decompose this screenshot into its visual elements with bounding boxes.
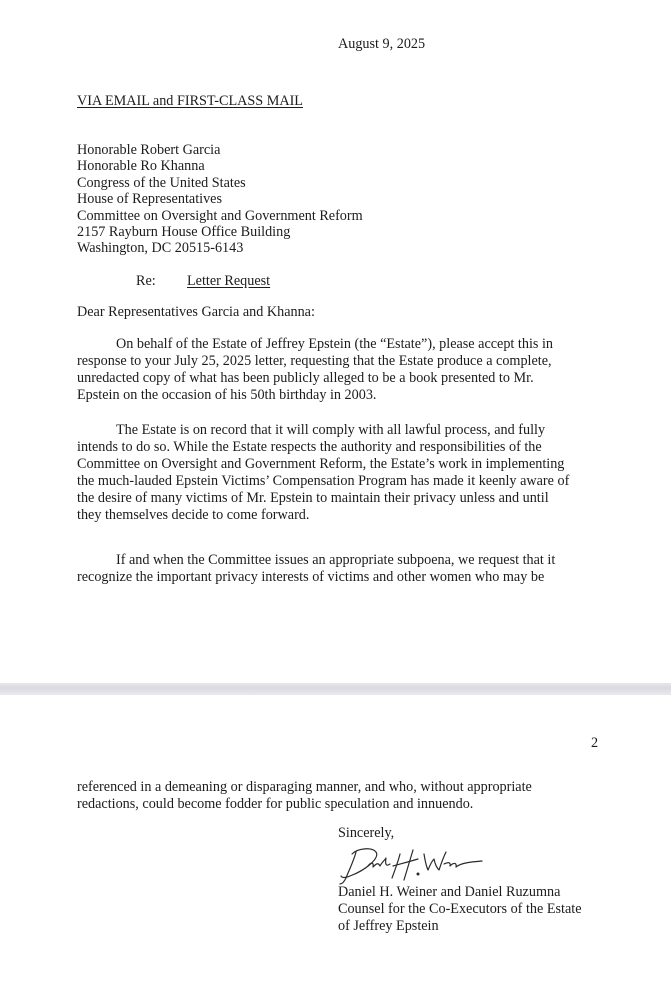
address-line: Congress of the United States (77, 174, 246, 191)
paragraph-line: recognize the important privacy interests of victims and other women who may be (77, 569, 545, 585)
paragraph-line: Epstein on the occasion of his 50th birthday in 2003. (77, 387, 377, 403)
address-line: House of Representatives (77, 191, 222, 208)
paragraph-line: the much-lauded Epstein Victims’ Compensation Program has made it keenly aware of (77, 473, 570, 489)
paragraph-line: response to your July 25, 2025 letter, requesting that the Estate produce a complete, (77, 353, 552, 369)
address-line: Washington, DC 20515-6143 (77, 240, 244, 257)
paragraph-line: unredacted copy of what has been publicly alleged to be a book presented to Mr. (77, 370, 534, 386)
paragraph-line: the desire of many victims of Mr. Epstein to maintain their privacy unless and until (77, 490, 549, 506)
paragraph-line: they themselves decide to come forward. (77, 507, 310, 523)
salutation: Dear Representatives Garcia and Khanna: (77, 304, 315, 320)
letter-date: August 9, 2025 (338, 36, 426, 52)
paragraph-line: referenced in a demeaning or disparaging manner, and who, without appropriate (77, 779, 532, 795)
address-line: 2157 Rayburn House Office Building (77, 223, 291, 240)
paragraph-1 (77, 336, 553, 404)
address-line: Committee on Oversight and Government Reform (77, 207, 363, 224)
paragraph-line: If and when the Committee issues an appropriate subpoena, we request that it (116, 552, 556, 568)
page-number: 2 (591, 735, 599, 751)
address-line: Honorable Robert Garcia (77, 142, 221, 158)
signature-title: of Jeffrey Epstein (338, 918, 439, 934)
signature-title: Counsel for the Co-Executors of the Estate (338, 901, 582, 917)
paragraph-line: On behalf of the Estate of Jeffrey Epstein (the “Estate”), please accept this in (116, 336, 554, 352)
paragraph-3 (77, 552, 555, 586)
continuation-paragraph (77, 779, 532, 813)
page-separator (0, 683, 671, 695)
letter-page-2 (0, 695, 671, 1000)
paragraph-2 (77, 422, 569, 524)
address-line: Honorable Ro Khanna (77, 158, 205, 175)
paragraph-line: Committee on Oversight and Government Reform, the Estate’s work in implementing (77, 456, 565, 472)
signature-name: Daniel H. Weiner and Daniel Ruzumna (338, 884, 561, 900)
closing: Sincerely, (338, 825, 395, 841)
paragraph-line: redactions, could become fodder for public speculation and innuendo. (77, 796, 474, 812)
paragraph-line: intends to do so. While the Estate respects the authority and responsibilities of the (77, 439, 542, 455)
delivery-method: VIA EMAIL and FIRST-CLASS MAIL (77, 93, 303, 109)
re-subject: Letter Request (187, 273, 271, 289)
paragraph-line: The Estate is on record that it will comply with all lawful process, and fully (116, 422, 546, 438)
recipient-address (77, 142, 363, 257)
handwritten-signature (338, 840, 484, 886)
re-label: Re: (136, 273, 156, 289)
signature-block (338, 884, 582, 935)
